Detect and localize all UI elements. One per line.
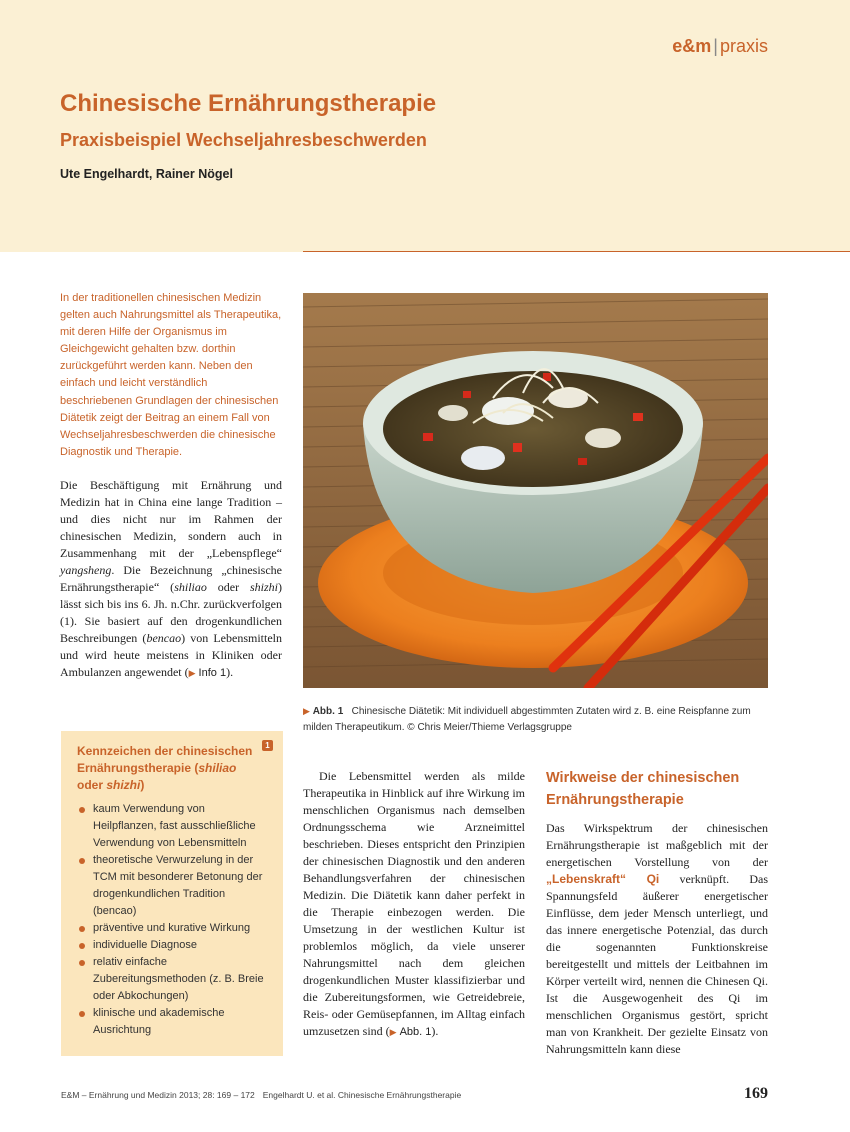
bullet-icon	[79, 960, 85, 966]
body-paragraph-2	[303, 768, 525, 1041]
article-authors: Ute Engelhardt, Rainer Nögel	[60, 167, 233, 181]
list-item-text: theoretische Verwurzelung in der TCM mit besonderer Betonung der drogenkundlichen Tradition (bencao)	[93, 854, 263, 917]
text-run: . Die Bezeichnung „chinesische Ernährungstherapie“ (	[60, 563, 282, 594]
bullet-icon	[79, 1011, 85, 1017]
text-run: Die Beschäftigung mit Ernährung und Medizin hat in China eine lange Tradition – und dies nicht nur im Rahmen der chinesischen Medizin, sondern auch in Zusammenhang mit der „Lebenspflege“	[60, 478, 282, 560]
body-paragraph-3	[546, 820, 768, 1058]
figure-caption-text: Chinesische Diätetik: Mit individuell abgestimmten Zutaten wird z. B. eine Reispfanne zum milden Therapeutikum. © Chris Meier/Thieme Verlagsgruppe	[303, 706, 751, 733]
term-bencao: bencao	[146, 631, 182, 645]
abstract: In der traditionellen chinesischen Medizin gelten auch Nahrungsmittel als Therapeutika, mit deren Hilfe der Organismus im Gleichgewicht gehalten bzw. dorthin zurückgeführt werden kann. Neben den einfach und leicht verständlich beschriebenen Grundlagen der chinesischen Diätetik zeigt der Beitrag an einem Fall von Wechseljahresbeschwerden die chinesische Diagnostik und Therapie.	[60, 292, 282, 458]
bullet-icon	[79, 943, 85, 949]
text-run: )	[140, 778, 145, 792]
footer-citation: Engelhardt U. et al. Chinesische Ernährungstherapie	[262, 1090, 462, 1100]
term-yangsheng: yangsheng	[60, 563, 112, 577]
text-run: Das Wirkspektrum der chinesischen Ernährungstherapie ist maßgeblich mit der energetischen Vorstellung von der	[546, 821, 768, 869]
list-item	[77, 852, 269, 920]
list-item-text: kaum Verwendung von Heilpflanzen, fast ausschließliche Verwendung von Lebensmitteln	[93, 803, 256, 849]
bullet-icon	[79, 858, 85, 864]
term-shizhi: shizhi	[106, 778, 141, 792]
header-rule	[303, 251, 850, 252]
list-item	[77, 920, 269, 937]
article-subtitle: Praxisbeispiel Wechseljahresbeschwerden	[60, 130, 427, 150]
list-item-text: relativ einfache Zubereitungsmethoden (z. B. Breie oder Abkochungen)	[93, 956, 264, 1002]
term-shiliao: shiliao	[198, 761, 237, 775]
page-number: 169	[744, 1085, 768, 1102]
list-item	[77, 801, 269, 852]
info-box-title	[77, 743, 262, 794]
section-heading: Wirkweise der chinesischen Ernährungstherapie	[546, 770, 740, 808]
text-run: ).	[431, 1024, 439, 1038]
text-run: oder	[77, 778, 107, 792]
text-run: Kennzeichen der chinesischen Ernährungstherapie (	[77, 744, 253, 775]
brand-section: praxis	[719, 36, 768, 56]
info-box-list	[77, 801, 269, 1039]
ref-link-info1[interactable]: Info 1	[198, 667, 227, 679]
term-shiliao: shiliao	[174, 580, 207, 594]
list-item-text: präventive und kurative Wirkung	[93, 922, 251, 934]
footer-journal: E&M – Ernährung und Medizin 2013; 28: 169 – 172	[61, 1090, 255, 1100]
info-box-1	[61, 731, 283, 1056]
list-item	[77, 954, 269, 1005]
figure-rice-bowl	[303, 293, 768, 688]
list-item-text: individuelle Diagnose	[93, 939, 197, 951]
journal-brand	[672, 36, 768, 57]
figure-label: Abb. 1	[312, 706, 344, 717]
intro-paragraph	[60, 477, 282, 682]
text-run: ) lässt sich bis ins 6. Jh. n.Chr. zurückverfolgen (1). Sie basiert auf den drogenkundlichen Beschreibungen (	[60, 580, 282, 645]
text-run: ) von Lebensmitteln und wird heute meistens in Kliniken oder Ambulanzen angewendet (	[60, 631, 282, 679]
brand-em: e&m	[672, 36, 712, 56]
ref-arrow-icon: ▶	[188, 668, 196, 678]
bullet-icon	[79, 926, 85, 932]
list-item	[77, 1005, 269, 1039]
keyword-link-qi[interactable]: „Lebenskraft“ Qi	[546, 872, 660, 886]
food-bowl-illustration	[303, 293, 768, 688]
list-item-text: klinische und akademische Ausrichtung	[93, 1007, 225, 1036]
info-badge: 1	[262, 740, 273, 751]
caption-arrow-icon: ▶	[303, 706, 310, 716]
bullet-icon	[79, 807, 85, 813]
rice-pan	[383, 371, 683, 487]
term-shizhi: shizhi	[249, 580, 278, 594]
ref-arrow-icon: ▶	[389, 1027, 397, 1037]
text-run: Die Lebensmittel werden als milde Therapeutika in Hinblick auf ihre Wirkung im menschlichen Organismus nach demselben Ordnungsschema wie Arzneimittel beschrieben. Dieses entspricht den Prinzipien der chinesischen Diagnostik und den anderen Behandlungsverfahren der chinesischen Medizin. Die Diätetik kann daher perfekt in die Therapie einbezogen werden. Die Umsetzung in der westlichen Kultur ist problemlos möglich, da viele unserer Nahrungsmittel nach dem gleichen drogenkundlichen Muster klassifizierbar und die Zubereitungsformen, wie Getreidebreie, Reis- oder Gemüsepfannen, im Alltag einfach umzusetzen sind (	[303, 769, 525, 1038]
text-run: oder	[206, 580, 250, 594]
ref-link-abb1[interactable]: Abb. 1	[399, 1026, 432, 1038]
brand-separator: |	[713, 36, 718, 56]
text-run: verknüpft. Das Spannungsfeld äußerer energetischer Einflüsse, dem jeder Mensch unterliegt, und das innere energetische Potenzial, das durch die sogenannten Funktionskreise bereitgestellt und mittels der Leitbahnen im Körper verteilt wird, nennen die Chinesen Qi. Ist die Ausgewogenheit des Qi im menschlichen Organismus gestört, spricht man von Krankheit. Der gezielte Einsatz von Nahrungsmitteln kann diese	[546, 872, 768, 1056]
text-run: ).	[226, 665, 234, 679]
figure-caption	[303, 704, 768, 735]
page-footer	[61, 1090, 461, 1100]
list-item	[77, 937, 269, 954]
article-title: Chinesische Ernährungstherapie	[60, 90, 437, 117]
